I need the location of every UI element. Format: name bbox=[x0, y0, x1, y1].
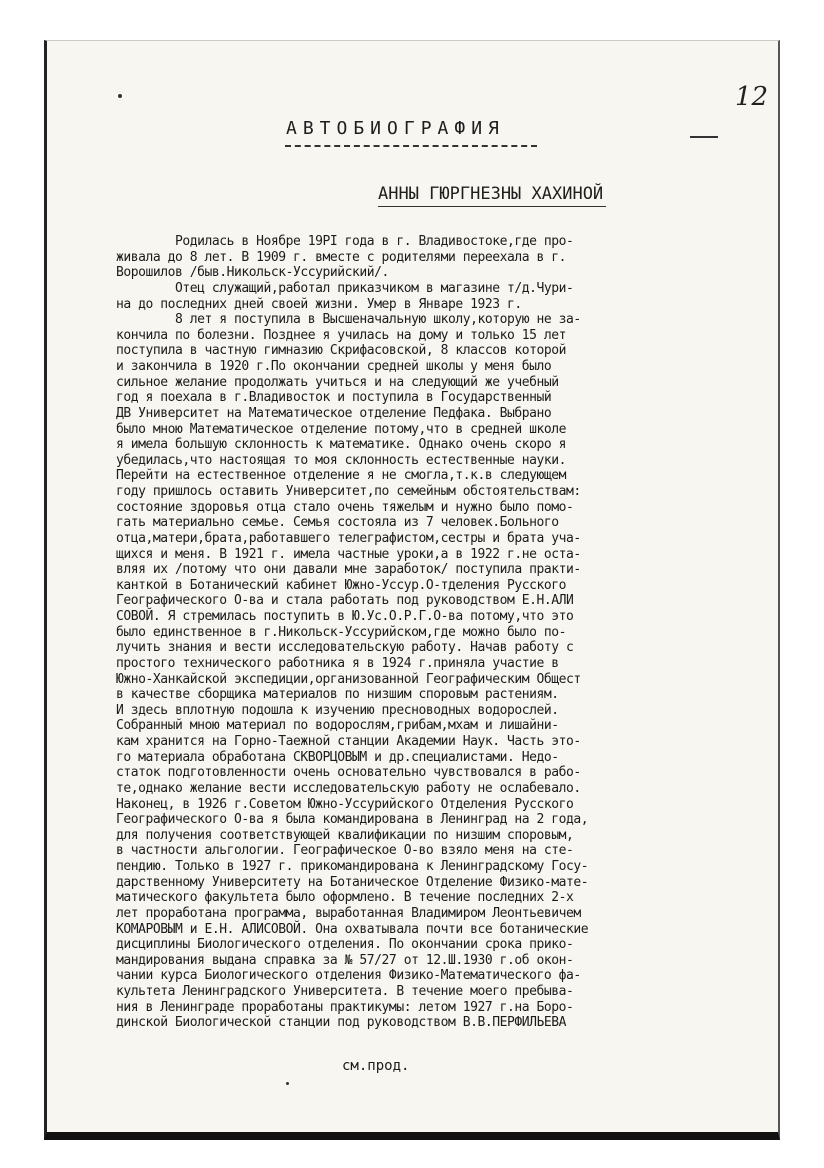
body-line: гать материально семье. Семья состояла из 7 человек.Больного bbox=[116, 515, 559, 531]
body-line: Перейти на естественное отделение я не смогла,т.к.в следующем bbox=[116, 468, 566, 484]
body-line: году пришлось оставить Университет,по семейным обстоятельствам: bbox=[116, 484, 581, 499]
body-line: те,однако желание вести исследовательскую работу не ослабевало. bbox=[116, 780, 581, 796]
body-line: убедилась,что настоящая то моя склонность естественные науки. bbox=[116, 452, 566, 468]
body-line: состояние здоровья отца стало очень тяжелым и нужно было помо- bbox=[116, 499, 574, 515]
body-line: для получения соответствующей квалификации по низшим споровым, bbox=[116, 827, 574, 843]
body-line: отца,матери,брата,работавшего телеграфистом,сестры и брата уча- bbox=[116, 530, 581, 546]
body-line: ДВ Университет на Математическое отделение Педфака. Выбрано bbox=[116, 405, 552, 421]
body-text bbox=[116, 234, 776, 1031]
body-line: Географического О-ва и стала работать под руководством Е.Н.АЛИ bbox=[116, 593, 574, 609]
body-line: Родилась в Ноябре 19РI года в г. Владивостоке,где про- bbox=[116, 234, 574, 249]
body-line: в частности альгологии. Географическое О-во взяло меня на сте- bbox=[116, 843, 574, 859]
body-line: в качестве сборщика материалов по низшим споровым растениям. bbox=[116, 687, 559, 703]
body-line: Ворошилов /быв.Никольск-Уссурийский/. bbox=[116, 265, 389, 281]
body-line: было мною Математическое отделение потому,что в средней школе bbox=[116, 421, 566, 437]
body-line: кончила по болезни. Позднее я училась на дому и только 15 лет bbox=[116, 327, 566, 343]
margin-dash bbox=[690, 136, 718, 138]
body-line: на до последних дней своей жизни. Умер в Январе 1923 г. bbox=[116, 296, 522, 312]
body-line: Наконец, в 1926 г.Советом Южно-Уссурийского Отделения Русского bbox=[116, 796, 574, 812]
body-line: чании курса Биологического отделения Физико-Математического фа- bbox=[116, 968, 581, 984]
body-line: ния в Ленинграде проработаны практикумы: летом 1927 г.на Боро- bbox=[116, 999, 574, 1015]
body-line: год я поехала в г.Владивосток и поступила в Государственный bbox=[116, 390, 552, 406]
body-line: Географического О-ва я была командирована в Ленинград на 2 года, bbox=[116, 812, 589, 828]
ink-speck bbox=[118, 94, 122, 98]
body-line: щихся и меня. В 1921 г. имела частные уроки,а в 1922 г.не оста- bbox=[116, 546, 581, 562]
body-line: живала до 8 лет. В 1909 г. вместе с родителями переехала в г. bbox=[116, 249, 566, 265]
body-line: культета Ленинградского Университета. В течение моего пребыва- bbox=[116, 984, 574, 999]
body-line: Отец служащий,работал приказчиком в магазине т/д.Чури- bbox=[116, 280, 574, 296]
body-line: И здесь вплотную подошла к изучению пресноводных водорослей. bbox=[116, 702, 559, 718]
body-line: дарственному Университету на Ботаническое Отделение Физико-мате- bbox=[116, 874, 589, 890]
body-line: статок подготовленности очень основательно чувствовался в рабо- bbox=[116, 765, 581, 781]
body-line: сильное желание продолжать учиться и на следующий же учебный bbox=[116, 374, 559, 390]
page-number: 12 bbox=[735, 82, 769, 112]
document-title: АВТОБИОГРАФИЯ bbox=[286, 118, 505, 139]
body-line: кам хранится на Горно-Таежной станции Академии Наук. Часть это- bbox=[116, 734, 581, 749]
body-line: вляя их /потому что они давали мне заработок/ поступила практи- bbox=[116, 562, 581, 578]
title-underline bbox=[285, 145, 537, 147]
body-line: лет проработана программа, выработанная Владимиром Леонтьевичем bbox=[116, 905, 581, 921]
ink-speck bbox=[286, 1082, 289, 1085]
body-line: я имела большую склонность к математике. Однако очень скоро я bbox=[116, 437, 566, 453]
body-line: СОВОЙ. Я стремилась поступить в Ю.Ус.О.Р.Г.О-ва потому,что это bbox=[116, 609, 574, 624]
body-line: лучить знания и вести исследовательскую работу. Начав работу с bbox=[116, 640, 574, 656]
body-line: было единственное в г.Никольск-Уссурийском,где можно было по- bbox=[116, 624, 566, 640]
body-line: Южно-Ханкайской экспедиции,организованной Географическим Общест bbox=[116, 671, 581, 687]
body-line: 8 лет я поступила в Высшеначальную школу,которую не за- bbox=[116, 312, 581, 328]
subtitle-underline bbox=[378, 206, 606, 207]
document-subtitle: АННЫ ГЮРГНЕЗНЫ ХАХИНОЙ bbox=[378, 184, 604, 204]
body-line: КОМАРОВЫМ и Е.Н. АЛИСОВОЙ. Она охватывала почти все ботанические bbox=[116, 921, 589, 937]
continuation-note: см.прод. bbox=[342, 1058, 410, 1074]
body-line: мандирования выдана справка за № 57/27 от 12.Ш.1930 г.об окон- bbox=[116, 952, 574, 968]
body-line: го материала обработана СКВОРЦОВЫМ и др.специалистами. Недо- bbox=[116, 749, 559, 765]
body-line: Собранный мною материал по водорослям,грибам,мхам и лишайни- bbox=[116, 718, 559, 734]
body-line: дисциплины Биологического отделения. По окончании срока прико- bbox=[116, 937, 574, 953]
body-line: канткой в Ботанический кабинет Южно-Уссур.О-тделения Русского bbox=[116, 577, 566, 593]
body-line: пендию. Только в 1927 г. прикомандирована к Ленинградскому Госу- bbox=[116, 859, 589, 874]
body-line: матического факультета было оформлено. В течение последних 2-х bbox=[116, 890, 574, 906]
body-line: поступила в частную гимназию Скрифасовской, 8 классов которой bbox=[116, 343, 566, 359]
body-line: простого технического работника я в 1924 г.приняла участие в bbox=[116, 655, 559, 671]
body-line: и закончила в 1920 г.По окончании средней школы у меня было bbox=[116, 359, 552, 374]
body-line: динской Биологической станции под руководством В.В.ПЕРФИЛЬЕВА bbox=[116, 1015, 566, 1031]
